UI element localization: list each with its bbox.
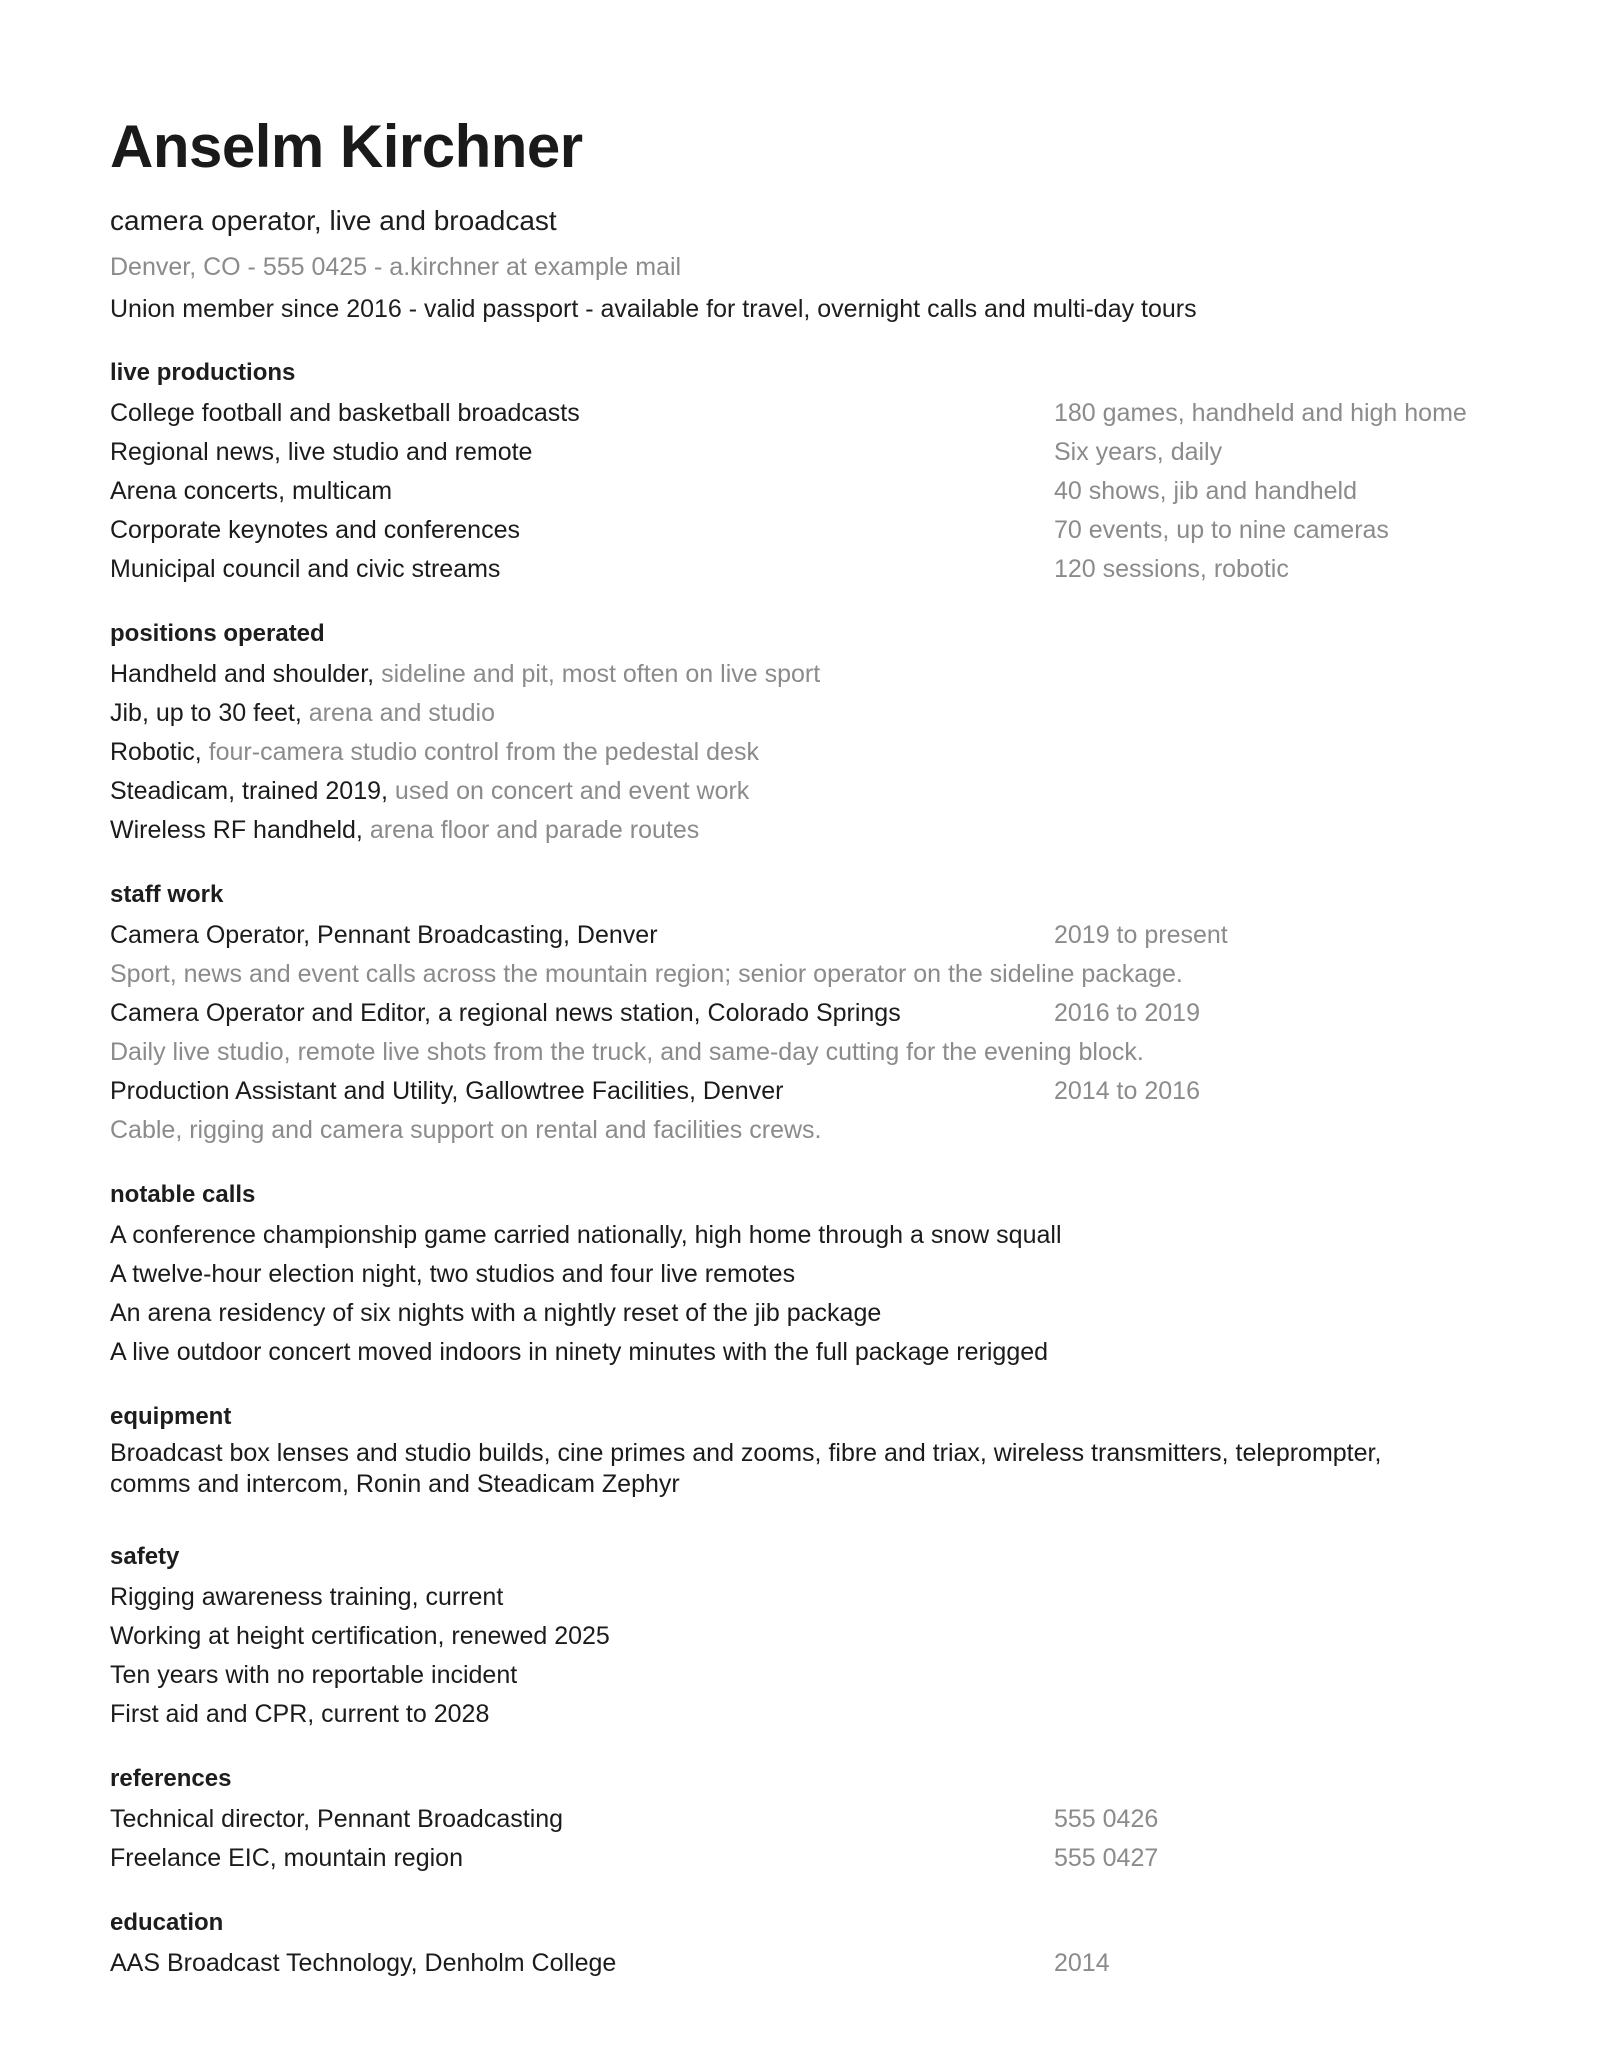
section-title: equipment <box>110 1403 232 1430</box>
section-title: safety <box>110 1543 180 1570</box>
education-row <box>110 1944 1600 1983</box>
live-productions-section <box>110 358 1600 589</box>
item-detail: arena floor and parade routes <box>369 816 700 844</box>
list-item: First aid and CPR, current to 2028 <box>110 1700 490 1728</box>
item-label: Regional news, live studio and remote <box>110 438 533 466</box>
candidate-name: Anselm Kirchner <box>110 113 583 180</box>
safety-section <box>110 1542 1600 1734</box>
job-role: Camera Operator, Pennant Broadcasting, Denver <box>110 921 658 949</box>
reference-row <box>110 1800 1600 1839</box>
item-detail: 40 shows, jib and handheld <box>1054 477 1358 505</box>
item-label: Steadicam, trained 2019, <box>110 777 388 805</box>
section-title: notable calls <box>110 1181 256 1208</box>
list-item: Working at height certification, renewed 2025 <box>110 1622 610 1650</box>
reference-row <box>110 1839 1600 1878</box>
list-item <box>110 655 1600 694</box>
positions-section <box>110 619 1600 850</box>
item-detail: 180 games, handheld and high home <box>1054 399 1467 427</box>
item-detail: 70 events, up to nine cameras <box>1054 516 1389 544</box>
equipment-section <box>110 1402 1600 1500</box>
reference-label: Freelance EIC, mountain region <box>110 1844 463 1872</box>
item-label: College football and basketball broadcasts <box>110 399 580 427</box>
reference-phone: 555 0426 <box>1054 1805 1159 1833</box>
degree-year: 2014 <box>1054 1949 1110 1977</box>
section-title: positions operated <box>110 620 325 647</box>
job-role-row <box>110 994 1600 1033</box>
job-role: Production Assistant and Utility, Gallowtree Facilities, Denver <box>110 1077 784 1105</box>
item-label: Handheld and shoulder, <box>110 660 375 688</box>
list-item: Rigging awareness training, current <box>110 1583 504 1611</box>
references-section <box>110 1764 1600 1878</box>
section-title: references <box>110 1765 232 1792</box>
item-detail: used on concert and event work <box>394 777 750 805</box>
notable-calls-section <box>110 1180 1600 1372</box>
list-item: A live outdoor concert moved indoors in ninety minutes with the full package rerigged <box>110 1338 1049 1366</box>
item-detail: arena and studio <box>308 699 496 727</box>
list-item <box>110 694 1600 733</box>
item-detail: 120 sessions, robotic <box>1054 555 1289 583</box>
list-item <box>110 733 1600 772</box>
list-item <box>110 772 1600 811</box>
section-title: education <box>110 1909 224 1936</box>
job-description: Sport, news and event calls across the mountain region; senior operator on the sideline package. <box>110 960 1183 988</box>
item-label: Arena concerts, multicam <box>110 477 393 505</box>
job-description: Cable, rigging and camera support on rental and facilities crews. <box>110 1116 822 1144</box>
section-title: live productions <box>110 359 296 386</box>
list-item <box>110 394 1600 433</box>
item-label: Corporate keynotes and conferences <box>110 516 520 544</box>
section-title: staff work <box>110 881 224 908</box>
item-detail: Six years, daily <box>1054 438 1223 466</box>
list-item: Ten years with no reportable incident <box>110 1661 518 1689</box>
list-item <box>110 550 1600 589</box>
job-dates: 2019 to present <box>1054 921 1228 949</box>
education-section <box>110 1908 1600 1983</box>
job-role: Camera Operator and Editor, a regional news station, Colorado Springs <box>110 999 901 1027</box>
job-role-row <box>110 1072 1600 1111</box>
reference-label: Technical director, Pennant Broadcasting <box>110 1805 564 1833</box>
contact-line: Denver, CO - 555 0425 - a.kirchner at example mail <box>110 253 682 281</box>
item-detail: sideline and pit, most often on live sport <box>381 660 821 688</box>
list-item: An arena residency of six nights with a nightly reset of the jib package <box>110 1299 882 1327</box>
list-item: A conference championship game carried nationally, high home through a snow squall <box>110 1221 1062 1249</box>
degree-label: AAS Broadcast Technology, Denholm College <box>110 1949 617 1977</box>
reference-phone: 555 0427 <box>1054 1844 1159 1872</box>
list-item: A twelve-hour election night, two studios and four live remotes <box>110 1260 796 1288</box>
list-item <box>110 472 1600 511</box>
availability-note: Union member since 2016 - valid passport - available for travel, overnight calls and multi-day tours <box>110 295 1197 323</box>
item-label: Robotic, <box>110 738 202 766</box>
list-item <box>110 811 1600 850</box>
equipment-text: Broadcast box lenses and studio builds, cine primes and zooms, fibre and triax, wireless transmitters, teleprompter, comms and intercom, Ronin and Steadicam Zephyr <box>110 1439 1382 1498</box>
list-item <box>110 433 1600 472</box>
staff-work-section <box>110 880 1600 1150</box>
job-dates: 2016 to 2019 <box>1054 999 1200 1027</box>
item-label: Jib, up to 30 feet, <box>110 699 302 727</box>
item-label: Wireless RF handheld, <box>110 816 363 844</box>
job-title: camera operator, live and broadcast <box>110 205 557 236</box>
item-label: Municipal council and civic streams <box>110 555 501 583</box>
job-role-row <box>110 916 1600 955</box>
item-detail: four-camera studio control from the pedestal desk <box>208 738 759 766</box>
list-item <box>110 511 1600 550</box>
job-dates: 2014 to 2016 <box>1054 1077 1200 1105</box>
job-description: Daily live studio, remote live shots from the truck, and same-day cutting for the evening block. <box>110 1038 1144 1066</box>
